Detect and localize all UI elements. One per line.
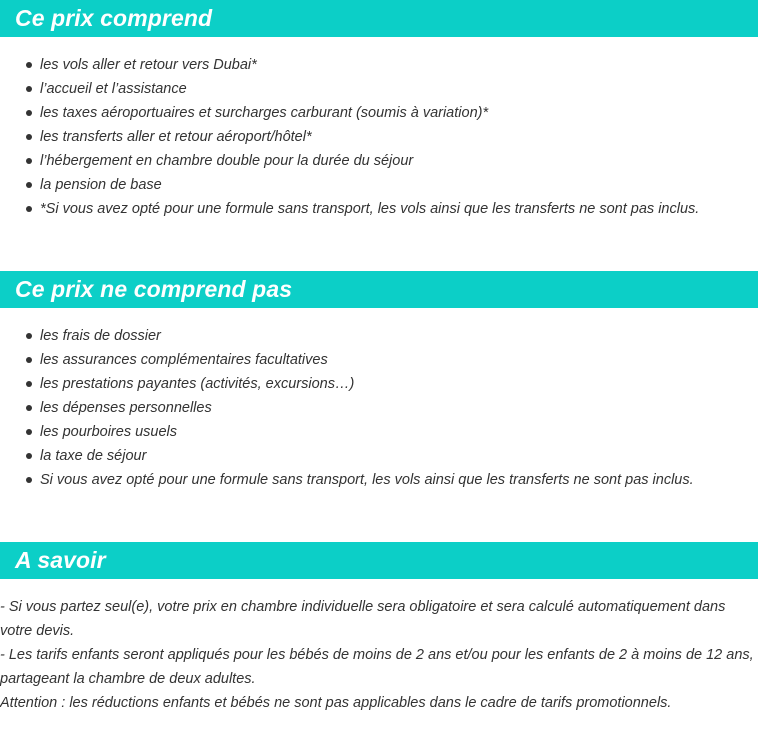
list-item-text: les vols aller et retour vers Dubai* (40, 57, 257, 73)
bullet-icon (26, 405, 32, 411)
list-item (0, 468, 694, 492)
list-item (0, 125, 699, 149)
bullet-icon (26, 110, 32, 116)
savoir-header (0, 542, 758, 579)
list-item (0, 173, 699, 197)
list-item-text: la taxe de séjour (40, 448, 147, 464)
list-item (0, 197, 699, 221)
savoir-line: Attention : les réductions enfants et bébés ne sont pas applicables dans le cadre de tarifs promotionnels. (0, 695, 672, 711)
bullet-icon (26, 429, 32, 435)
included-header (0, 0, 758, 37)
included-title: Ce prix comprend (15, 5, 213, 31)
savoir-line: - Si vous partez seul(e), votre prix en chambre individuelle sera obligatoire et sera calculé automatiquement dans votre devis. (0, 599, 726, 639)
list-item-text: les assurances complémentaires facultatives (40, 352, 328, 368)
list-item-text: Si vous avez opté pour une formule sans transport, les vols ainsi que les transferts ne sont pas inclus. (40, 472, 694, 488)
list-item (0, 101, 699, 125)
list-item-text: les prestations payantes (activités, excursions…) (40, 376, 355, 392)
list-item (0, 372, 694, 396)
list-item-text: les taxes aéroportuaires et surcharges carburant (soumis à variation)* (40, 105, 489, 121)
list-item-text: *Si vous avez opté pour une formule sans transport, les vols ainsi que les transferts ne sont pas inclus. (40, 201, 700, 217)
list-item-text: la pension de base (40, 177, 162, 193)
not-included-header (0, 271, 758, 308)
bullet-icon (26, 357, 32, 363)
list-item-text: les dépenses personnelles (40, 400, 212, 416)
bullet-icon (26, 381, 32, 387)
bullet-icon (26, 86, 32, 92)
list-item (0, 77, 699, 101)
list-item (0, 324, 694, 348)
bullet-icon (26, 453, 32, 459)
list-item (0, 149, 699, 173)
list-item-text: l’accueil et l’assistance (40, 81, 187, 97)
not-included-list (0, 324, 694, 492)
bullet-icon (26, 477, 32, 483)
list-item (0, 396, 694, 420)
savoir-title: A savoir (15, 547, 106, 573)
bullet-icon (26, 62, 32, 68)
list-item-text: les frais de dossier (40, 328, 161, 344)
list-item-text: les transferts aller et retour aéroport/hôtel* (40, 129, 312, 145)
list-item-text: l’hébergement en chambre double pour la durée du séjour (40, 153, 414, 169)
not-included-title: Ce prix ne comprend pas (15, 276, 293, 302)
savoir-content (0, 595, 758, 715)
bullet-icon (26, 158, 32, 164)
bullet-icon (26, 182, 32, 188)
list-item (0, 348, 694, 372)
list-item (0, 420, 694, 444)
list-item (0, 444, 694, 468)
included-list (0, 53, 699, 221)
bullet-icon (26, 134, 32, 140)
bullet-icon (26, 333, 32, 339)
list-item-text: les pourboires usuels (40, 424, 178, 440)
savoir-line: - Les tarifs enfants seront appliqués pour les bébés de moins de 2 ans et/ou pour les enfants de 2 à moins de 12 ans, partageant la chambre de deux adultes. (0, 647, 754, 687)
list-item (0, 53, 699, 77)
bullet-icon (26, 206, 32, 212)
